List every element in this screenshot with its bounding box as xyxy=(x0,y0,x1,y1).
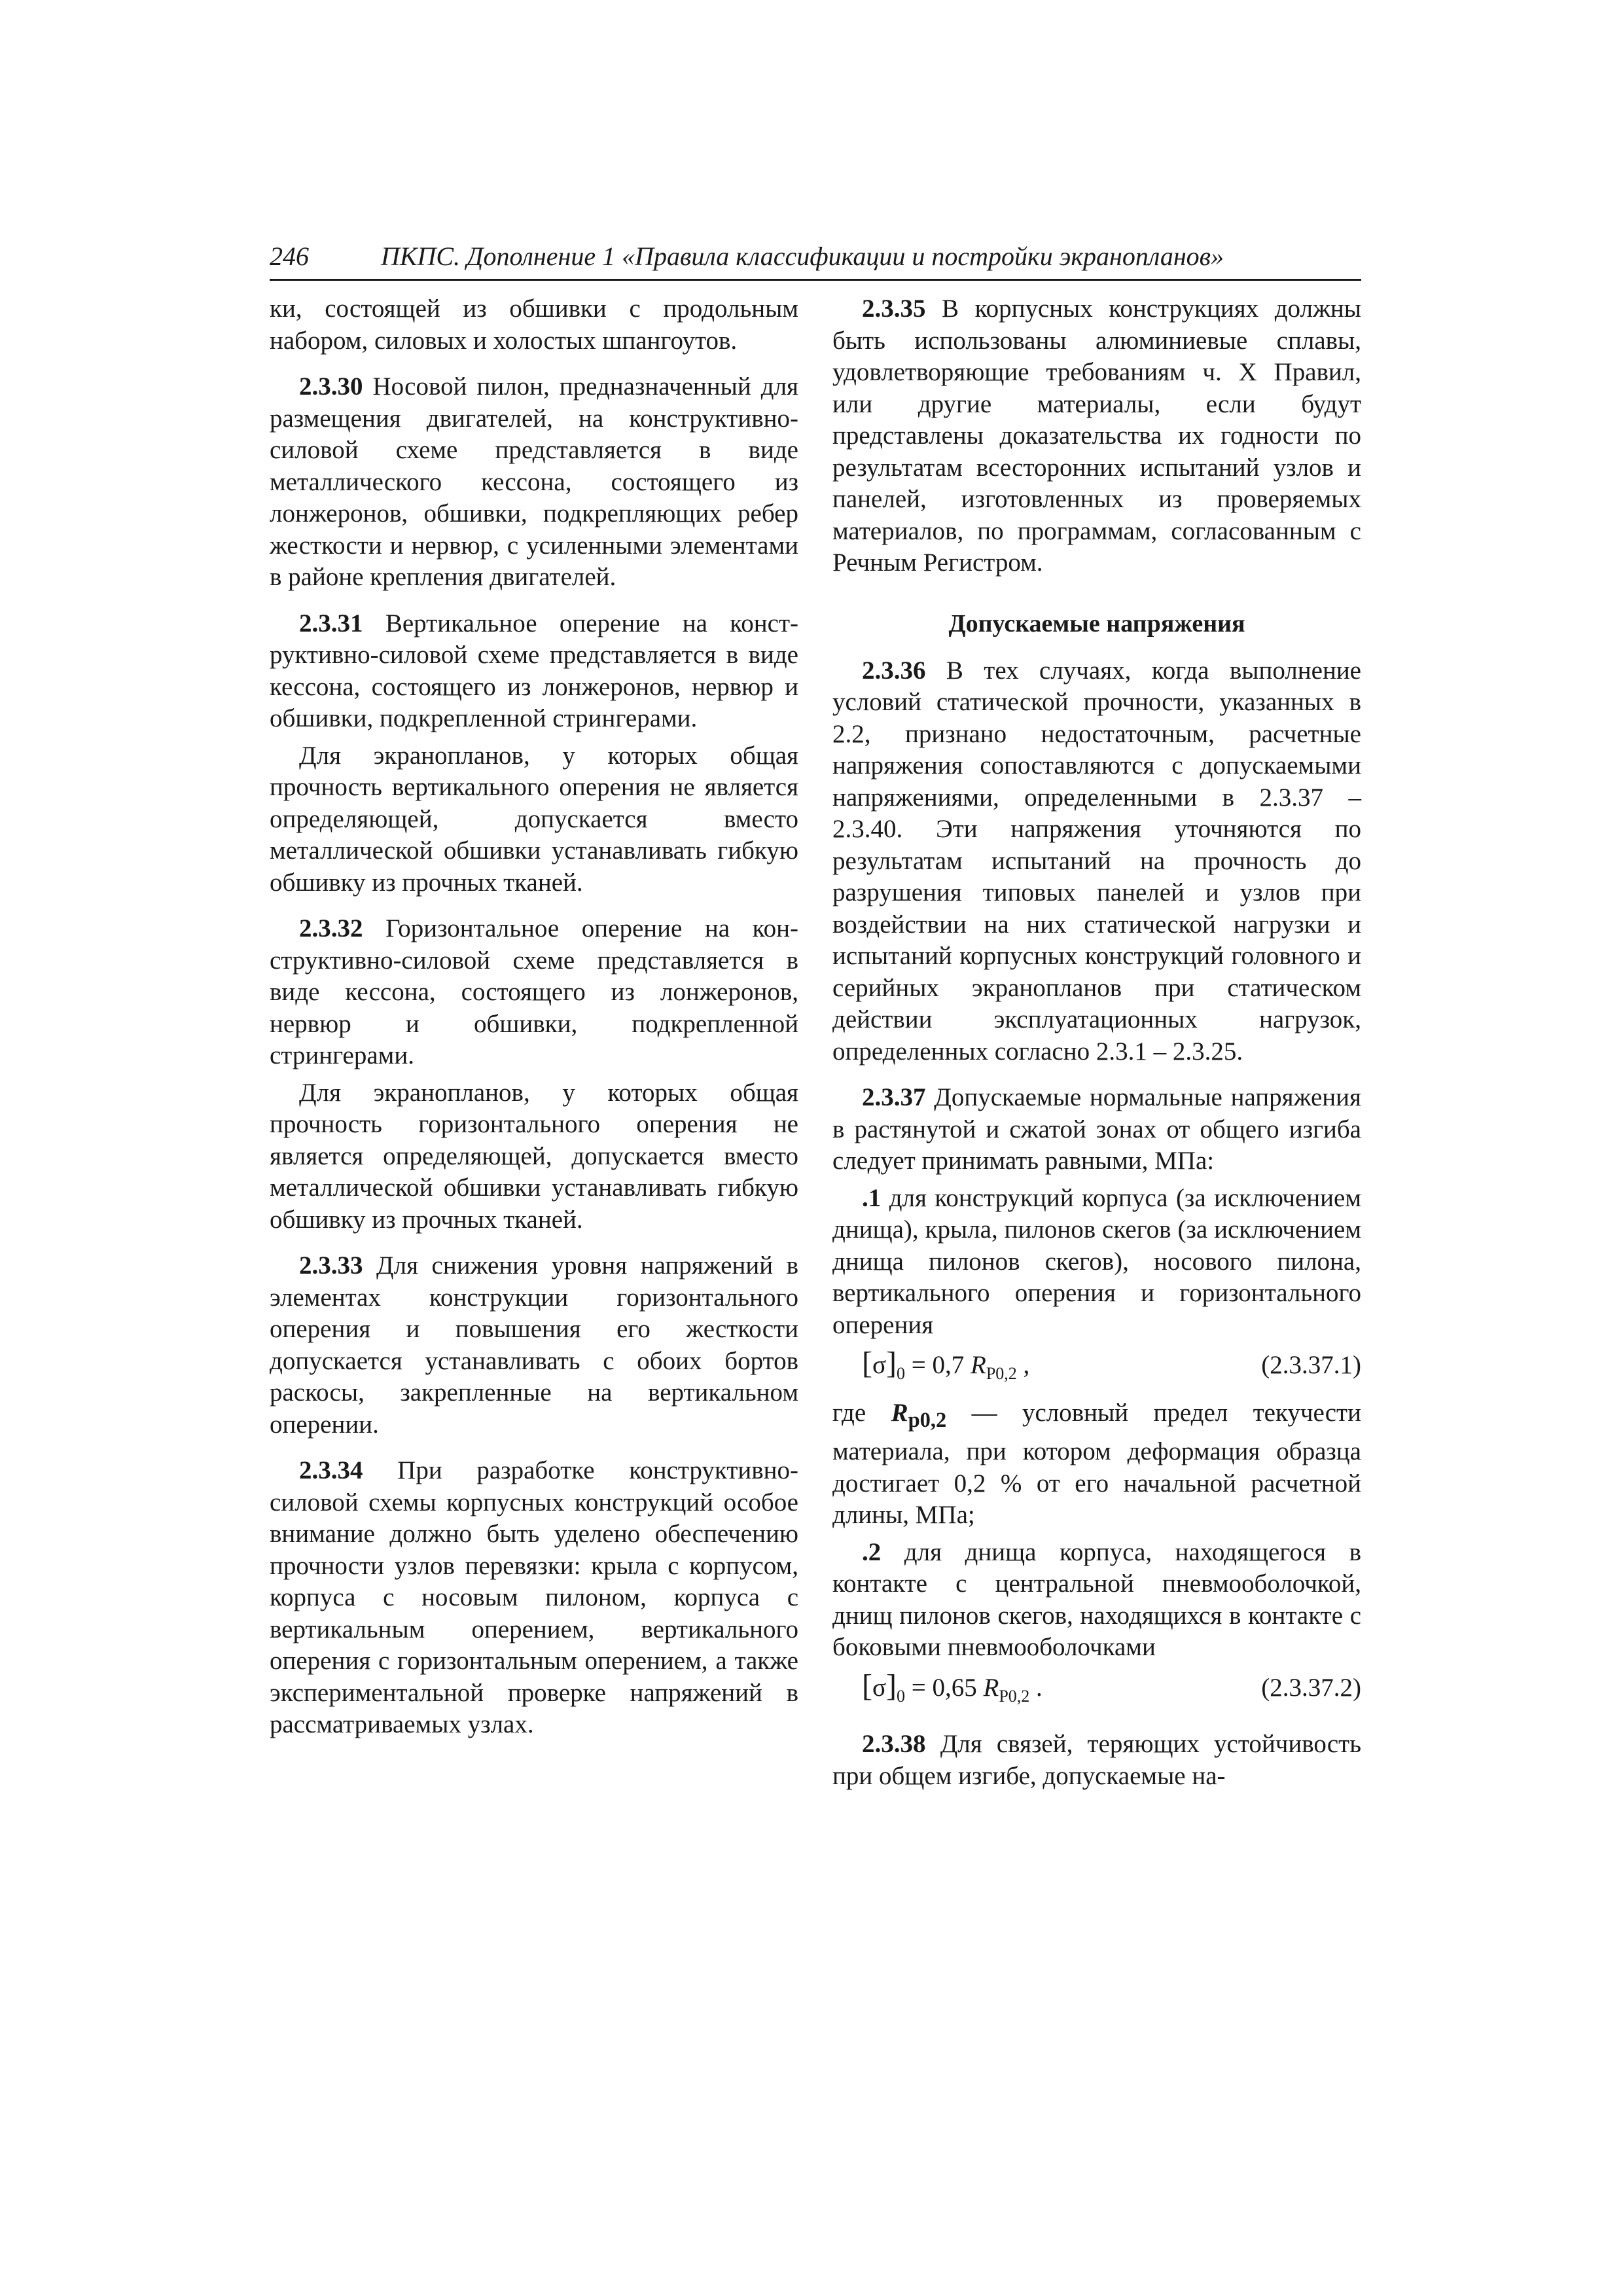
clause-text: Допускаемые нормальные напряжения в растянутой и сжатой зонах от общего изгиба следует принимать равными, МПа: xyxy=(832,1083,1361,1175)
item-text: для днища корпуса, находящегося в контакте с центральной пневмооболочкой, днищ пилонов скегов, находящихся в контакте с боковыми пневмооболочками xyxy=(832,1537,1361,1662)
clause-number: 2.3.36 xyxy=(862,656,926,685)
clause-number: 2.3.35 xyxy=(862,295,926,323)
clause-2-3-31 xyxy=(270,608,798,735)
clause-2-3-30 xyxy=(270,371,798,594)
where-text: — условный предел текучести материала, при котором деформация образца достигает 0,2 % от его начальной расчетной длины, МПа; xyxy=(832,1398,1361,1530)
clause-text: В тех случаях, когда выполнение условий статической прочности, указанных в 2.2, признано недостаточным, расчетные напряжения сопоставляются с допускаемыми напряжениями, определенными в 2.3.37 – 2.3.40. Эти напряжения уточняются по результатам испытаний на прочность до разрушения типовых панелей и узлов при воздействии на них статической нагрузки и испытаний корпусных конструкций головного и серийных экранопланов при статическом действии эксплуатационных нагрузок, определенных согласно 2.3.1 – 2.3.25. xyxy=(832,656,1361,1066)
subscript-zero: 0 xyxy=(897,1363,905,1383)
formula-r-subscript: P0,2 xyxy=(999,1686,1030,1706)
formula-r-subscript: P0,2 xyxy=(986,1363,1017,1383)
clause-2-3-38 xyxy=(832,1729,1361,1792)
right-column xyxy=(832,293,1361,1792)
clause-number: 2.3.32 xyxy=(299,914,363,942)
page-number: 246 xyxy=(270,242,309,271)
where-r: R xyxy=(891,1398,908,1427)
clause-number: 2.3.37 xyxy=(862,1083,926,1111)
clause-2-3-37 xyxy=(832,1082,1361,1177)
clause-2-3-31-paragraph-2: Для экранопланов, у которых общая прочность вертикального оперения не является определяющей, допускается вместо металлической обшивки устанавливать гибкую обшивку из прочных тканей. xyxy=(270,741,798,897)
formula-r: R xyxy=(983,1673,999,1702)
clause-number: 2.3.31 xyxy=(299,609,363,637)
clause-2-3-36 xyxy=(832,655,1361,1068)
where-clause xyxy=(832,1397,1361,1532)
formula-2-3-37-2 xyxy=(832,1668,1361,1715)
where-r-subscript: p0,2 xyxy=(908,1408,947,1432)
clause-2-3-34 xyxy=(270,1455,798,1741)
clause-text: Носовой пилон, предназначенный для размещения двигателей, на конструктивно-силовой схеме представляется в виде металлического кессона, состоящего из лонжеронов, обшивки, подкрепляющих ребер жесткости и нервюр, с усиленными элементами в районе крепления двигателей. xyxy=(270,372,798,591)
section-heading: Допускаемые напряжения xyxy=(948,609,1245,637)
clause-text: Вертикальное оперение на конструктивно-силовой схеме представляется в виде кессона, состоящего из лонжеронов, нервюр и обшивки, подкрепленной стрингерами. xyxy=(270,609,798,732)
clause-number: 2.3.30 xyxy=(299,372,363,401)
formula-equals: = 0,65 xyxy=(905,1673,984,1702)
subscript-zero: 0 xyxy=(897,1686,905,1706)
sigma-symbol: σ xyxy=(872,1673,887,1702)
item-text: для конструкций корпуса (за исключением днища), крыла, пилонов скегов (за исключением днища пилонов скегов), носового пилона, вертикального оперения и горизонтального оперения xyxy=(832,1183,1361,1339)
formula-r: R xyxy=(971,1351,986,1379)
clause-2-3-32 xyxy=(270,913,798,1072)
clause-text: Для снижения уровня напряжений в элементах конструкции горизонтального оперения и повышения его жесткости допускается устанавливать с обоих бортов раскосы, закрепленные на вертикальном оперении. xyxy=(270,1251,799,1439)
sigma-symbol: σ xyxy=(872,1351,887,1379)
item-number: .2 xyxy=(862,1537,882,1566)
running-header xyxy=(270,240,1361,281)
formula-tail: . xyxy=(1029,1673,1043,1702)
formula-expression: $[\sigma]_0 = 0,65$ $R_{P0,2}$ . xyxy=(862,1668,1043,1706)
item-number: .1 xyxy=(862,1183,882,1212)
clause-number: 2.3.34 xyxy=(299,1456,363,1484)
clause-2-3-33 xyxy=(270,1250,798,1441)
continued-paragraph: ки, состоящей из обшивки с продольным набором, силовых и холостых шпангоутов. xyxy=(270,295,798,355)
clause-number: 2.3.33 xyxy=(299,1251,363,1280)
item-2 xyxy=(832,1537,1361,1664)
item-1 xyxy=(832,1183,1361,1342)
clause-2-3-35 xyxy=(832,293,1361,579)
clause-text: Горизонтальное оперение на конструктивно-силовой схеме представляется в виде кессона, состоящего из лонжеронов, нервюр и обшивки, подкрепленной стрингерами. xyxy=(270,914,798,1069)
clause-text: При разработке конструктивно-силовой схемы корпусных конструкций особое внимание должно быть уделено обеспечению прочности узлов перевязки: крыла с корпусом, корпуса с носовым пилоном, корпуса с вертикальным оперением, вертикального оперения с горизонтальным оперением, а также экспериментальной проверке напряжений в рассматриваемых узлах. xyxy=(270,1456,799,1738)
where-word: где xyxy=(832,1398,891,1427)
left-column xyxy=(270,293,798,1741)
clause-number: 2.3.38 xyxy=(862,1730,926,1759)
formula-tail: , xyxy=(1016,1351,1030,1379)
clause-2-3-32-paragraph-2: Для экранопланов, у которых общая прочность горизонтального оперения не является определяющей, допускается вместо металлической обшивки устанавливать гибкую обшивку из прочных тканей. xyxy=(270,1078,798,1234)
clause-text: В корпусных конструкциях должны быть использованы алюминиевые сплавы, удовлетворяющие требованиям ч. X Правил, или другие материалы, если будут представлены доказательства их годности по результатам всесторонних испытаний узлов и панелей, изготовленных из проверяемых материалов, по программам, согласованным с Речным Регистром. xyxy=(832,295,1362,577)
header-title: ПКПС. Дополнение 1 «Правила классификации и постройки экранопланов» xyxy=(381,242,1224,271)
formula-number: (2.3.37.2) xyxy=(1261,1673,1361,1702)
formula-2-3-37-1 xyxy=(832,1345,1361,1392)
clause-text: Для связей, теряющих устойчивость при общем изгибе, допускаемые на- xyxy=(832,1730,1361,1790)
formula-equals: = 0,7 xyxy=(905,1351,971,1379)
formula-expression: $[\sigma]_0 = 0,7$ $R_{P0,2}$ , xyxy=(862,1346,1030,1383)
formula-number: (2.3.37.1) xyxy=(1261,1351,1361,1379)
